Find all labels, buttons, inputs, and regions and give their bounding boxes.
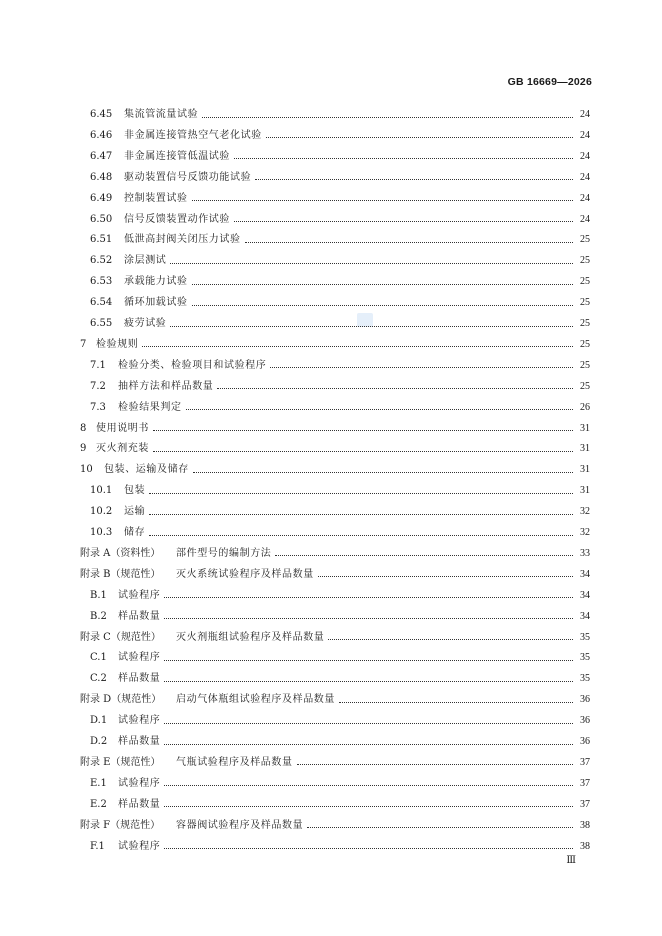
toc-entry[interactable] (80, 566, 590, 584)
toc-entry-page: 25 (580, 255, 590, 267)
dot-leader (164, 775, 573, 786)
toc-entry-page: 32 (580, 506, 590, 518)
dot-leader (202, 107, 573, 118)
toc-entry-number: 6.46 (90, 129, 113, 141)
toc-entry-page: 24 (580, 213, 590, 225)
toc-entry-number: 6.54 (90, 297, 113, 309)
toc-entry[interactable] (90, 378, 590, 396)
toc-entry-page: 24 (580, 129, 590, 141)
dot-leader (164, 713, 573, 724)
toc-entry-page: 34 (580, 610, 590, 622)
toc-entry-number: 9 (80, 443, 87, 455)
toc-entry-page: 35 (580, 652, 590, 664)
toc-entry-title: 储存 (124, 527, 146, 538)
toc-entry-page: 35 (580, 673, 590, 685)
dot-leader (270, 357, 573, 368)
toc-entry[interactable] (90, 503, 590, 521)
toc-entry-title: 试验程序 (118, 840, 161, 852)
toc-entry-number: 附录 A（资料性） (80, 547, 161, 559)
toc-entry-title: 气瓶试验程序及样品数量 (176, 756, 293, 768)
toc-entry-title: 包装、运输及储存 (104, 464, 189, 476)
toc-entry[interactable] (90, 148, 590, 166)
toc-entry-page: 24 (580, 171, 590, 183)
toc-entry-page: 38 (580, 840, 590, 852)
toc-entry[interactable] (90, 649, 590, 667)
toc-entry-number: D.2 (90, 736, 108, 747)
dot-leader (245, 232, 573, 243)
toc-entry[interactable] (90, 608, 590, 626)
dot-leader (266, 127, 573, 138)
toc-entry-page: 35 (580, 631, 590, 643)
toc-entry[interactable] (90, 838, 590, 856)
dot-leader (149, 483, 573, 494)
dot-leader (149, 525, 573, 536)
toc-entry[interactable] (90, 482, 590, 500)
toc-entry-number: 6.49 (90, 192, 113, 204)
toc-entry-title: 检验结果判定 (118, 401, 182, 413)
toc-entry-title: 试验程序 (118, 715, 161, 727)
dot-leader (164, 734, 573, 745)
toc-entry-title: 样品数量 (118, 798, 161, 810)
toc-entry-page: 31 (580, 464, 590, 476)
toc-entry[interactable] (80, 545, 590, 563)
toc-entry[interactable] (90, 712, 590, 730)
toc-entry-title: 循环加载试验 (124, 297, 188, 309)
page-number: Ⅲ (566, 855, 576, 866)
toc-entry-number: C.1 (90, 652, 107, 664)
toc-entry-title: 灭火剂瓶组试验程序及样品数量 (176, 631, 325, 643)
toc-entry-title: 样品数量 (118, 610, 161, 622)
toc-entry-page: 24 (580, 192, 590, 204)
toc-entry-title: 驱动装置信号反馈功能试验 (124, 171, 252, 183)
dot-leader (170, 316, 573, 327)
toc-entry-page: 33 (580, 547, 590, 559)
toc-entry[interactable] (90, 315, 590, 333)
toc-entry-title: 检验规则 (96, 338, 139, 350)
toc-entry-page: 25 (580, 297, 590, 309)
dot-leader (192, 274, 573, 285)
toc-entry-page: 34 (580, 568, 590, 580)
toc-entry-number: 附录 B（规范性） (80, 568, 161, 580)
toc-entry-page: 25 (580, 380, 590, 392)
dot-leader (149, 504, 573, 515)
toc-entry-title: 非金属连接管低温试验 (124, 150, 230, 162)
toc-entry-title: 低泄高封阀关闭压力试验 (124, 234, 241, 246)
toc-entry-page: 31 (580, 485, 590, 497)
toc-entry-number: 6.51 (90, 234, 113, 246)
dot-leader (153, 441, 573, 452)
toc-entry-number: F.1 (90, 840, 105, 852)
dot-leader (297, 754, 573, 765)
toc-entry-title: 试验程序 (118, 589, 161, 601)
toc-entry[interactable] (90, 273, 590, 291)
toc-entry-page: 36 (580, 736, 590, 747)
toc-entry-title: 承载能力试验 (124, 276, 188, 288)
toc-entry[interactable] (90, 127, 590, 145)
toc-entry[interactable] (90, 587, 590, 605)
toc-entry[interactable] (80, 461, 590, 479)
dot-leader (328, 629, 573, 640)
toc-entry[interactable] (90, 670, 590, 688)
dot-leader (153, 420, 573, 431)
toc-entry-title: 灭火剂充装 (96, 443, 149, 455)
dot-leader (255, 169, 573, 180)
dot-leader (234, 148, 573, 159)
toc-entry-page: 37 (580, 756, 590, 768)
dot-leader (217, 378, 573, 389)
toc-entry-number: 6.45 (90, 109, 113, 120)
toc-entry-number: 10 (80, 464, 93, 476)
toc-entry-title: 控制装置试验 (124, 192, 188, 204)
toc-entry-number: 6.47 (90, 150, 113, 162)
toc-entry[interactable] (90, 252, 590, 270)
toc-entry[interactable] (90, 796, 590, 814)
toc-entry-number: D.1 (90, 715, 108, 727)
toc-entry[interactable] (90, 524, 590, 542)
toc-entry[interactable] (80, 629, 590, 647)
toc-entry-title: 容器阀试验程序及样品数量 (176, 819, 304, 831)
toc-entry[interactable] (80, 420, 590, 438)
toc-entry-number: 附录 E（规范性） (80, 756, 161, 768)
toc-entry-number: B.1 (90, 589, 107, 601)
dot-leader (193, 462, 573, 473)
toc-entry-title: 样品数量 (118, 736, 161, 747)
dot-leader (307, 817, 573, 828)
dot-leader (186, 399, 573, 410)
toc-entry-number: 7.1 (90, 359, 106, 371)
toc-entry-page: 31 (580, 443, 590, 455)
toc-entry-title: 样品数量 (118, 673, 161, 685)
toc-entry-title: 涂层测试 (124, 255, 167, 267)
toc-entry-title: 包装 (124, 485, 146, 497)
dot-leader (164, 796, 573, 807)
toc-entry[interactable] (90, 733, 590, 751)
toc-entry-page: 26 (580, 401, 590, 413)
toc-entry-number: 8 (80, 422, 87, 434)
toc-entry-page: 36 (580, 715, 590, 727)
toc-entry-title: 试验程序 (118, 652, 161, 664)
dot-leader (170, 253, 573, 264)
toc-entry-number: E.2 (90, 798, 107, 810)
toc-entry-number: 7.3 (90, 401, 106, 413)
toc-entry-title: 灭火系统试验程序及样品数量 (176, 568, 314, 580)
toc-entry[interactable] (80, 440, 590, 458)
dot-leader (275, 545, 573, 556)
toc-entry-number: 6.50 (90, 213, 113, 225)
dot-leader (164, 608, 573, 619)
toc-entry-number: 6.52 (90, 255, 113, 267)
toc-entry-number: 7.2 (90, 380, 106, 392)
toc-entry-page: 25 (580, 359, 590, 371)
toc-entry-page: 25 (580, 276, 590, 288)
toc-entry-page: 24 (580, 109, 590, 120)
toc-entry-title: 信号反馈装置动作试验 (124, 213, 230, 225)
toc-entry-title: 部件型号的编制方法 (176, 547, 272, 559)
toc-entry-page: 37 (580, 798, 590, 810)
toc-entry-title: 集流管流量试验 (124, 109, 199, 120)
toc-entry-number: E.1 (90, 777, 107, 789)
toc-entry-number: 附录 D（规范性） (80, 694, 162, 706)
toc-entry-page: 32 (580, 527, 590, 538)
toc-entry-page: 24 (580, 150, 590, 162)
dot-leader (142, 336, 573, 347)
dot-leader (318, 566, 573, 577)
toc-entry-page: 37 (580, 777, 590, 789)
toc-entry-number: 10.2 (90, 506, 113, 518)
toc-entry-number: 7 (80, 338, 87, 350)
toc-entry[interactable] (90, 231, 590, 249)
toc-entry-title: 非金属连接管热空气老化试验 (124, 129, 262, 141)
dot-leader (192, 295, 573, 306)
toc-entry-number: 10.1 (90, 485, 113, 497)
toc-entry[interactable] (90, 106, 590, 124)
toc-entry[interactable] (90, 169, 590, 187)
toc-entry-title: 检验分类、检验项目和试验程序 (118, 359, 267, 371)
toc-entry-title: 抽样方法和样品数量 (118, 380, 214, 392)
toc-entry[interactable] (80, 336, 590, 354)
toc-entry[interactable] (90, 294, 590, 312)
toc-entry[interactable] (80, 691, 590, 709)
dot-leader (164, 671, 573, 682)
dot-leader (339, 692, 573, 703)
toc-entry-number: C.2 (90, 673, 107, 685)
toc-entry[interactable] (90, 775, 590, 793)
dot-leader (164, 838, 573, 849)
toc-entry-page: 31 (580, 422, 590, 434)
toc-entry-page: 36 (580, 694, 590, 706)
toc-entry-title: 运输 (124, 506, 146, 518)
toc-entry[interactable] (90, 190, 590, 208)
toc-entry[interactable] (90, 399, 590, 417)
toc-entry[interactable] (90, 357, 590, 375)
dot-leader (164, 587, 573, 598)
toc-entry[interactable] (80, 754, 590, 772)
toc-entry-number: 6.53 (90, 276, 113, 288)
standard-code: GB 16669—2026 (507, 76, 592, 88)
toc-entry-number: 附录 F（规范性） (80, 819, 161, 831)
toc-entry-number: 附录 C（规范性） (80, 631, 161, 643)
toc-entry-page: 25 (580, 234, 590, 246)
dot-leader (164, 650, 573, 661)
toc-entry-number: 6.48 (90, 171, 113, 183)
toc-entry-title: 使用说明书 (96, 422, 149, 434)
toc-entry-number: 6.55 (90, 318, 113, 329)
toc-entry-number: 10.3 (90, 527, 113, 538)
toc-entry-page: 38 (580, 819, 590, 831)
toc-entry[interactable] (80, 817, 590, 835)
toc-entry-page: 25 (580, 338, 590, 350)
toc-entry-title: 疲劳试验 (124, 318, 167, 329)
toc-entry-page: 25 (580, 318, 590, 329)
toc-entry-page: 34 (580, 589, 590, 601)
toc-entry-title: 试验程序 (118, 777, 161, 789)
toc-entry-title: 启动气体瓶组试验程序及样品数量 (176, 694, 335, 706)
toc-entry[interactable] (90, 211, 590, 229)
dot-leader (234, 211, 573, 222)
dot-leader (192, 190, 573, 201)
toc-entry-number: B.2 (90, 610, 107, 622)
